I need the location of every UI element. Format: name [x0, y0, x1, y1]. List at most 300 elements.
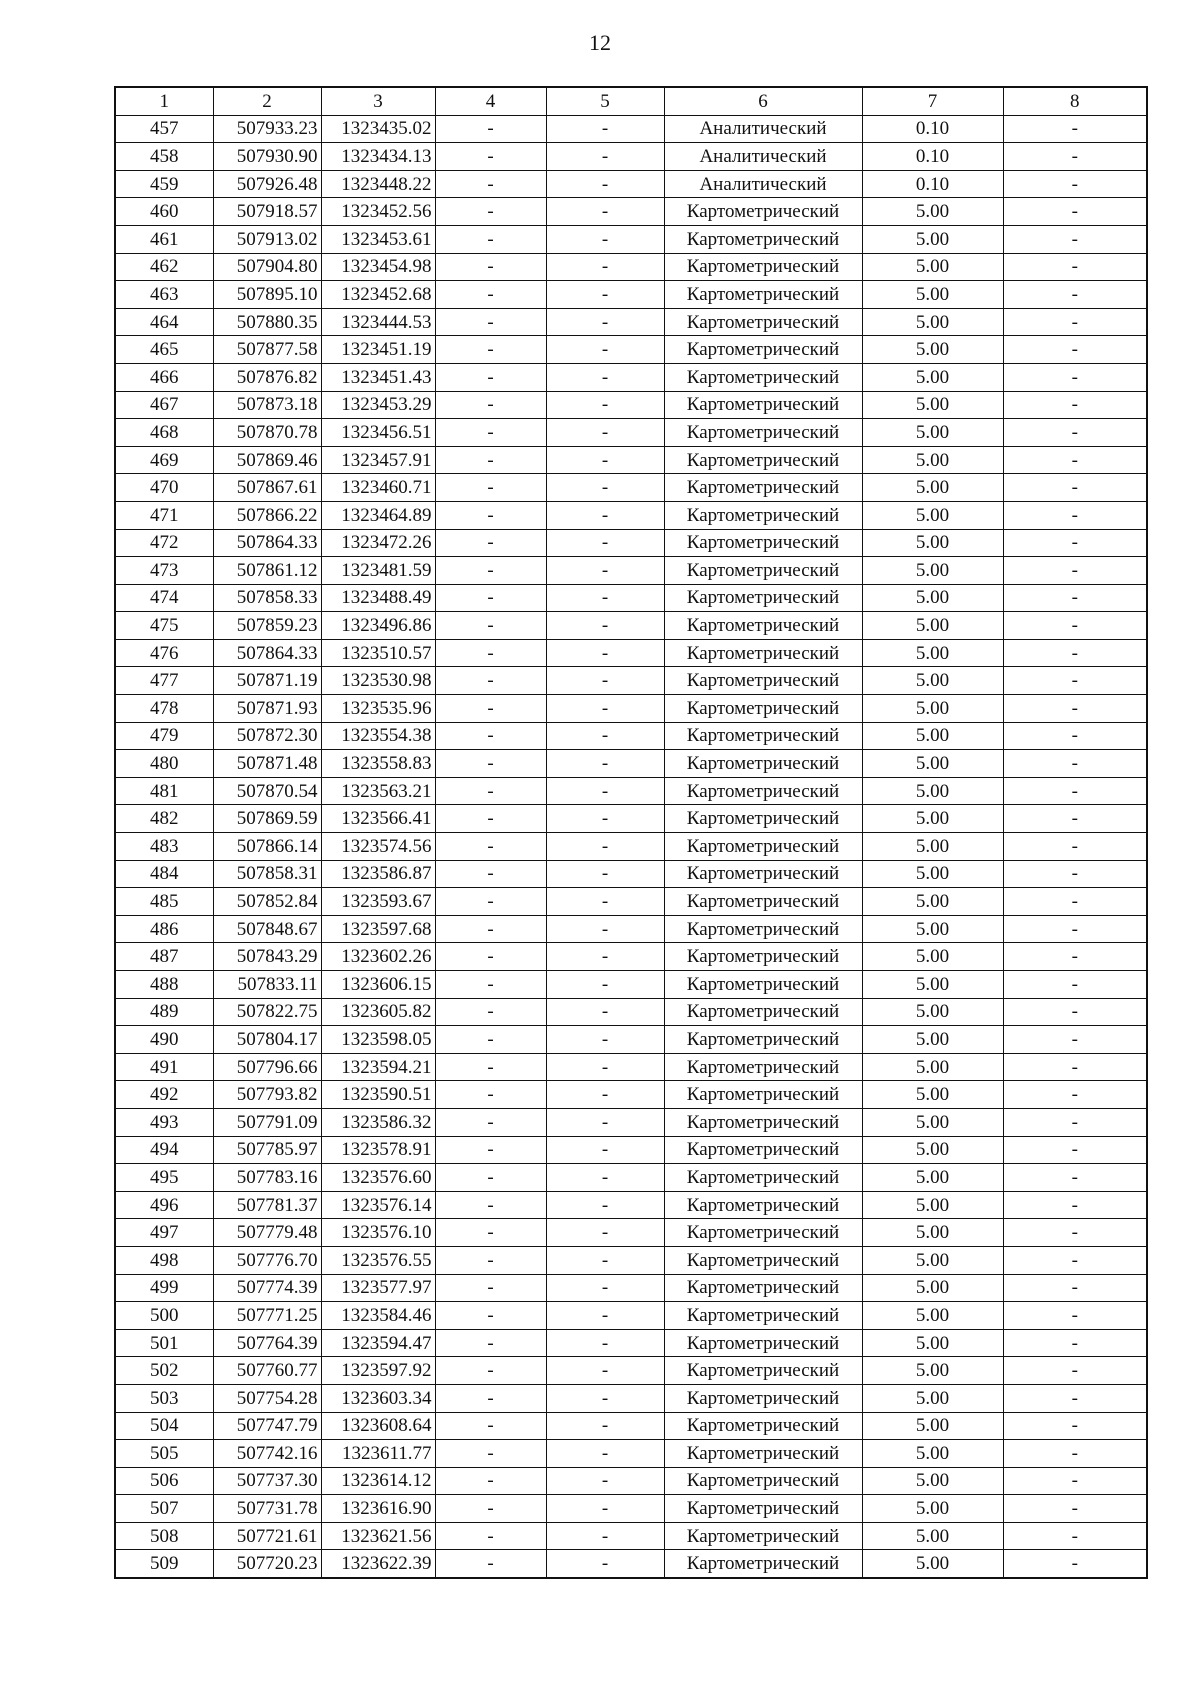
accuracy-cell: 5.00: [862, 1081, 1003, 1109]
x-coordinate-cell: 507869.46: [213, 446, 321, 474]
y-coordinate-cell: 1323435.02: [321, 115, 435, 143]
method-cell: Картометрический: [664, 722, 862, 750]
col8-cell: -: [1003, 1274, 1147, 1302]
point-number-cell: 466: [115, 363, 213, 391]
table-row: [115, 1467, 1147, 1495]
col4-cell: -: [435, 446, 546, 474]
y-coordinate-cell: 1323594.21: [321, 1053, 435, 1081]
column-header: 8: [1003, 87, 1147, 115]
x-coordinate-cell: 507771.25: [213, 1302, 321, 1330]
method-cell: Картометрический: [664, 1191, 862, 1219]
col5-cell: -: [546, 419, 664, 447]
y-coordinate-cell: 1323457.91: [321, 446, 435, 474]
accuracy-cell: 5.00: [862, 750, 1003, 778]
point-number-cell: 498: [115, 1246, 213, 1274]
accuracy-cell: 5.00: [862, 419, 1003, 447]
point-number-cell: 474: [115, 584, 213, 612]
method-cell: Картометрический: [664, 888, 862, 916]
table-row: [115, 1108, 1147, 1136]
col5-cell: -: [546, 1026, 664, 1054]
y-coordinate-cell: 1323590.51: [321, 1081, 435, 1109]
point-number-cell: 475: [115, 612, 213, 640]
table-row: [115, 281, 1147, 309]
accuracy-cell: 5.00: [862, 805, 1003, 833]
point-number-cell: 494: [115, 1136, 213, 1164]
table-row: [115, 308, 1147, 336]
x-coordinate-cell: 507870.78: [213, 419, 321, 447]
table-row: [115, 446, 1147, 474]
x-coordinate-cell: 507871.19: [213, 667, 321, 695]
col5-cell: -: [546, 336, 664, 364]
point-number-cell: 500: [115, 1302, 213, 1330]
accuracy-cell: 0.10: [862, 115, 1003, 143]
point-number-cell: 503: [115, 1384, 213, 1412]
accuracy-cell: 0.10: [862, 143, 1003, 171]
col5-cell: -: [546, 198, 664, 226]
coordinates-table: [114, 86, 1148, 1579]
point-number-cell: 479: [115, 722, 213, 750]
col4-cell: -: [435, 1357, 546, 1385]
col5-cell: -: [546, 888, 664, 916]
accuracy-cell: 5.00: [862, 198, 1003, 226]
x-coordinate-cell: 507742.16: [213, 1440, 321, 1468]
y-coordinate-cell: 1323576.14: [321, 1191, 435, 1219]
col8-cell: -: [1003, 115, 1147, 143]
point-number-cell: 457: [115, 115, 213, 143]
y-coordinate-cell: 1323464.89: [321, 501, 435, 529]
accuracy-cell: 5.00: [862, 529, 1003, 557]
table-row: [115, 143, 1147, 171]
col4-cell: -: [435, 1329, 546, 1357]
accuracy-cell: 5.00: [862, 1191, 1003, 1219]
table-row: [115, 363, 1147, 391]
x-coordinate-cell: 507737.30: [213, 1467, 321, 1495]
point-number-cell: 485: [115, 888, 213, 916]
column-header: 2: [213, 87, 321, 115]
x-coordinate-cell: 507796.66: [213, 1053, 321, 1081]
col5-cell: -: [546, 1274, 664, 1302]
accuracy-cell: 5.00: [862, 612, 1003, 640]
col5-cell: -: [546, 1440, 664, 1468]
col5-cell: -: [546, 1522, 664, 1550]
method-cell: Картометрический: [664, 695, 862, 723]
y-coordinate-cell: 1323606.15: [321, 971, 435, 999]
col4-cell: -: [435, 1136, 546, 1164]
x-coordinate-cell: 507774.39: [213, 1274, 321, 1302]
table-row: [115, 1246, 1147, 1274]
y-coordinate-cell: 1323621.56: [321, 1522, 435, 1550]
accuracy-cell: 5.00: [862, 1136, 1003, 1164]
column-header: 4: [435, 87, 546, 115]
y-coordinate-cell: 1323616.90: [321, 1495, 435, 1523]
col4-cell: -: [435, 308, 546, 336]
col4-cell: -: [435, 860, 546, 888]
point-number-cell: 495: [115, 1164, 213, 1192]
table-row: [115, 860, 1147, 888]
col8-cell: -: [1003, 143, 1147, 171]
accuracy-cell: 5.00: [862, 1302, 1003, 1330]
table-row: [115, 474, 1147, 502]
table-body: [115, 115, 1147, 1578]
y-coordinate-cell: 1323452.56: [321, 198, 435, 226]
x-coordinate-cell: 507872.30: [213, 722, 321, 750]
method-cell: Картометрический: [664, 1522, 862, 1550]
method-cell: Картометрический: [664, 1550, 862, 1578]
y-coordinate-cell: 1323577.97: [321, 1274, 435, 1302]
col5-cell: -: [546, 1495, 664, 1523]
col4-cell: -: [435, 584, 546, 612]
method-cell: Картометрический: [664, 1329, 862, 1357]
col5-cell: -: [546, 557, 664, 585]
point-number-cell: 491: [115, 1053, 213, 1081]
accuracy-cell: 5.00: [862, 777, 1003, 805]
col4-cell: -: [435, 1412, 546, 1440]
point-number-cell: 487: [115, 943, 213, 971]
col8-cell: -: [1003, 1053, 1147, 1081]
col5-cell: -: [546, 805, 664, 833]
point-number-cell: 496: [115, 1191, 213, 1219]
y-coordinate-cell: 1323510.57: [321, 639, 435, 667]
y-coordinate-cell: 1323472.26: [321, 529, 435, 557]
method-cell: Картометрический: [664, 253, 862, 281]
method-cell: Картометрический: [664, 419, 862, 447]
col5-cell: -: [546, 1136, 664, 1164]
accuracy-cell: 5.00: [862, 888, 1003, 916]
accuracy-cell: 5.00: [862, 667, 1003, 695]
point-number-cell: 462: [115, 253, 213, 281]
y-coordinate-cell: 1323454.98: [321, 253, 435, 281]
method-cell: Картометрический: [664, 1081, 862, 1109]
method-cell: Картометрический: [664, 501, 862, 529]
accuracy-cell: 5.00: [862, 1550, 1003, 1578]
col5-cell: -: [546, 667, 664, 695]
point-number-cell: 463: [115, 281, 213, 309]
accuracy-cell: 5.00: [862, 1274, 1003, 1302]
x-coordinate-cell: 507793.82: [213, 1081, 321, 1109]
col5-cell: -: [546, 943, 664, 971]
method-cell: Картометрический: [664, 446, 862, 474]
col5-cell: -: [546, 1246, 664, 1274]
x-coordinate-cell: 507930.90: [213, 143, 321, 171]
table-row: [115, 115, 1147, 143]
y-coordinate-cell: 1323558.83: [321, 750, 435, 778]
point-number-cell: 508: [115, 1522, 213, 1550]
col8-cell: -: [1003, 667, 1147, 695]
col8-cell: -: [1003, 1550, 1147, 1578]
method-cell: Картометрический: [664, 1246, 862, 1274]
col8-cell: -: [1003, 722, 1147, 750]
accuracy-cell: 5.00: [862, 584, 1003, 612]
col8-cell: -: [1003, 336, 1147, 364]
point-number-cell: 471: [115, 501, 213, 529]
col8-cell: -: [1003, 833, 1147, 861]
y-coordinate-cell: 1323576.60: [321, 1164, 435, 1192]
point-number-cell: 504: [115, 1412, 213, 1440]
col5-cell: -: [546, 860, 664, 888]
point-number-cell: 464: [115, 308, 213, 336]
col8-cell: -: [1003, 474, 1147, 502]
col8-cell: -: [1003, 1412, 1147, 1440]
method-cell: Картометрический: [664, 557, 862, 585]
accuracy-cell: 5.00: [862, 722, 1003, 750]
point-number-cell: 488: [115, 971, 213, 999]
x-coordinate-cell: 507781.37: [213, 1191, 321, 1219]
y-coordinate-cell: 1323608.64: [321, 1412, 435, 1440]
col5-cell: -: [546, 1081, 664, 1109]
table-row: [115, 612, 1147, 640]
col8-cell: -: [1003, 419, 1147, 447]
y-coordinate-cell: 1323586.32: [321, 1108, 435, 1136]
col5-cell: -: [546, 281, 664, 309]
col8-cell: -: [1003, 1357, 1147, 1385]
col8-cell: -: [1003, 612, 1147, 640]
col5-cell: -: [546, 308, 664, 336]
x-coordinate-cell: 507926.48: [213, 170, 321, 198]
col8-cell: -: [1003, 363, 1147, 391]
table-row: [115, 888, 1147, 916]
col4-cell: -: [435, 1550, 546, 1578]
point-number-cell: 509: [115, 1550, 213, 1578]
table-row: [115, 1053, 1147, 1081]
accuracy-cell: 5.00: [862, 1108, 1003, 1136]
method-cell: Картометрический: [664, 1026, 862, 1054]
y-coordinate-cell: 1323434.13: [321, 143, 435, 171]
table-row: [115, 805, 1147, 833]
col8-cell: -: [1003, 695, 1147, 723]
method-cell: Картометрический: [664, 281, 862, 309]
table-row: [115, 998, 1147, 1026]
y-coordinate-cell: 1323530.98: [321, 667, 435, 695]
method-cell: Картометрический: [664, 336, 862, 364]
point-number-cell: 470: [115, 474, 213, 502]
accuracy-cell: 5.00: [862, 281, 1003, 309]
accuracy-cell: 5.00: [862, 363, 1003, 391]
x-coordinate-cell: 507895.10: [213, 281, 321, 309]
table-row: [115, 1412, 1147, 1440]
col8-cell: -: [1003, 253, 1147, 281]
x-coordinate-cell: 507731.78: [213, 1495, 321, 1523]
x-coordinate-cell: 507852.84: [213, 888, 321, 916]
table-row: [115, 1026, 1147, 1054]
col8-cell: -: [1003, 777, 1147, 805]
point-number-cell: 481: [115, 777, 213, 805]
x-coordinate-cell: 507933.23: [213, 115, 321, 143]
y-coordinate-cell: 1323566.41: [321, 805, 435, 833]
x-coordinate-cell: 507822.75: [213, 998, 321, 1026]
col4-cell: -: [435, 336, 546, 364]
table-row: [115, 1550, 1147, 1578]
y-coordinate-cell: 1323554.38: [321, 722, 435, 750]
point-number-cell: 480: [115, 750, 213, 778]
point-number-cell: 482: [115, 805, 213, 833]
point-number-cell: 465: [115, 336, 213, 364]
point-number-cell: 476: [115, 639, 213, 667]
method-cell: Картометрический: [664, 777, 862, 805]
point-number-cell: 497: [115, 1219, 213, 1247]
col8-cell: -: [1003, 308, 1147, 336]
col5-cell: -: [546, 1108, 664, 1136]
col5-cell: -: [546, 1357, 664, 1385]
point-number-cell: 492: [115, 1081, 213, 1109]
col5-cell: -: [546, 1191, 664, 1219]
y-coordinate-cell: 1323453.61: [321, 225, 435, 253]
y-coordinate-cell: 1323456.51: [321, 419, 435, 447]
col5-cell: -: [546, 474, 664, 502]
x-coordinate-cell: 507913.02: [213, 225, 321, 253]
table-row: [115, 971, 1147, 999]
accuracy-cell: 5.00: [862, 308, 1003, 336]
x-coordinate-cell: 507720.23: [213, 1550, 321, 1578]
col4-cell: -: [435, 695, 546, 723]
method-cell: Картометрический: [664, 474, 862, 502]
col4-cell: -: [435, 391, 546, 419]
method-cell: Аналитический: [664, 115, 862, 143]
col8-cell: -: [1003, 1191, 1147, 1219]
method-cell: Аналитический: [664, 170, 862, 198]
method-cell: Картометрический: [664, 198, 862, 226]
col5-cell: -: [546, 253, 664, 281]
x-coordinate-cell: 507843.29: [213, 943, 321, 971]
x-coordinate-cell: 507918.57: [213, 198, 321, 226]
method-cell: Картометрический: [664, 584, 862, 612]
col4-cell: -: [435, 419, 546, 447]
x-coordinate-cell: 507764.39: [213, 1329, 321, 1357]
accuracy-cell: 5.00: [862, 695, 1003, 723]
accuracy-cell: 5.00: [862, 1219, 1003, 1247]
col4-cell: -: [435, 1467, 546, 1495]
col5-cell: -: [546, 998, 664, 1026]
x-coordinate-cell: 507880.35: [213, 308, 321, 336]
col5-cell: -: [546, 1329, 664, 1357]
col8-cell: -: [1003, 888, 1147, 916]
x-coordinate-cell: 507877.58: [213, 336, 321, 364]
table-header-row: [115, 87, 1147, 115]
col5-cell: -: [546, 115, 664, 143]
method-cell: Картометрический: [664, 1495, 862, 1523]
x-coordinate-cell: 507747.79: [213, 1412, 321, 1440]
col4-cell: -: [435, 1440, 546, 1468]
col5-cell: -: [546, 833, 664, 861]
table-row: [115, 198, 1147, 226]
col5-cell: -: [546, 750, 664, 778]
point-number-cell: 458: [115, 143, 213, 171]
col4-cell: -: [435, 1108, 546, 1136]
col8-cell: -: [1003, 1164, 1147, 1192]
accuracy-cell: 5.00: [862, 253, 1003, 281]
table-row: [115, 667, 1147, 695]
col8-cell: -: [1003, 557, 1147, 585]
col4-cell: -: [435, 143, 546, 171]
col4-cell: -: [435, 198, 546, 226]
table-row: [115, 1495, 1147, 1523]
col4-cell: -: [435, 1384, 546, 1412]
y-coordinate-cell: 1323578.91: [321, 1136, 435, 1164]
table-row: [115, 170, 1147, 198]
col5-cell: -: [546, 1412, 664, 1440]
accuracy-cell: 5.00: [862, 1164, 1003, 1192]
col5-cell: -: [546, 225, 664, 253]
col5-cell: -: [546, 915, 664, 943]
y-coordinate-cell: 1323535.96: [321, 695, 435, 723]
col4-cell: -: [435, 1026, 546, 1054]
col4-cell: -: [435, 722, 546, 750]
col8-cell: -: [1003, 750, 1147, 778]
table-row: [115, 695, 1147, 723]
col8-cell: -: [1003, 971, 1147, 999]
table-row: [115, 557, 1147, 585]
method-cell: Картометрический: [664, 529, 862, 557]
col4-cell: -: [435, 1081, 546, 1109]
y-coordinate-cell: 1323574.56: [321, 833, 435, 861]
table-row: [115, 336, 1147, 364]
y-coordinate-cell: 1323586.87: [321, 860, 435, 888]
table-row: [115, 253, 1147, 281]
y-coordinate-cell: 1323602.26: [321, 943, 435, 971]
method-cell: Картометрический: [664, 943, 862, 971]
col4-cell: -: [435, 115, 546, 143]
accuracy-cell: 5.00: [862, 915, 1003, 943]
col8-cell: -: [1003, 1467, 1147, 1495]
method-cell: Картометрический: [664, 1302, 862, 1330]
y-coordinate-cell: 1323460.71: [321, 474, 435, 502]
col8-cell: -: [1003, 915, 1147, 943]
y-coordinate-cell: 1323593.67: [321, 888, 435, 916]
col5-cell: -: [546, 584, 664, 612]
col5-cell: -: [546, 1302, 664, 1330]
col8-cell: -: [1003, 1329, 1147, 1357]
y-coordinate-cell: 1323444.53: [321, 308, 435, 336]
x-coordinate-cell: 507869.59: [213, 805, 321, 833]
y-coordinate-cell: 1323496.86: [321, 612, 435, 640]
table-row: [115, 391, 1147, 419]
col8-cell: -: [1003, 1440, 1147, 1468]
accuracy-cell: 5.00: [862, 225, 1003, 253]
accuracy-cell: 0.10: [862, 170, 1003, 198]
col5-cell: -: [546, 446, 664, 474]
col4-cell: -: [435, 253, 546, 281]
y-coordinate-cell: 1323488.49: [321, 584, 435, 612]
column-header: 5: [546, 87, 664, 115]
col4-cell: -: [435, 805, 546, 833]
accuracy-cell: 5.00: [862, 1495, 1003, 1523]
col4-cell: -: [435, 281, 546, 309]
table-row: [115, 1357, 1147, 1385]
col5-cell: -: [546, 1219, 664, 1247]
point-number-cell: 468: [115, 419, 213, 447]
col4-cell: -: [435, 943, 546, 971]
x-coordinate-cell: 507791.09: [213, 1108, 321, 1136]
x-coordinate-cell: 507776.70: [213, 1246, 321, 1274]
col5-cell: -: [546, 612, 664, 640]
col4-cell: -: [435, 529, 546, 557]
col5-cell: -: [546, 971, 664, 999]
col4-cell: -: [435, 888, 546, 916]
y-coordinate-cell: 1323611.77: [321, 1440, 435, 1468]
point-number-cell: 477: [115, 667, 213, 695]
accuracy-cell: 5.00: [862, 998, 1003, 1026]
point-number-cell: 502: [115, 1357, 213, 1385]
point-number-cell: 459: [115, 170, 213, 198]
y-coordinate-cell: 1323451.43: [321, 363, 435, 391]
point-number-cell: 501: [115, 1329, 213, 1357]
x-coordinate-cell: 507904.80: [213, 253, 321, 281]
accuracy-cell: 5.00: [862, 557, 1003, 585]
accuracy-cell: 5.00: [862, 1026, 1003, 1054]
y-coordinate-cell: 1323453.29: [321, 391, 435, 419]
x-coordinate-cell: 507864.33: [213, 529, 321, 557]
x-coordinate-cell: 507864.33: [213, 639, 321, 667]
y-coordinate-cell: 1323563.21: [321, 777, 435, 805]
